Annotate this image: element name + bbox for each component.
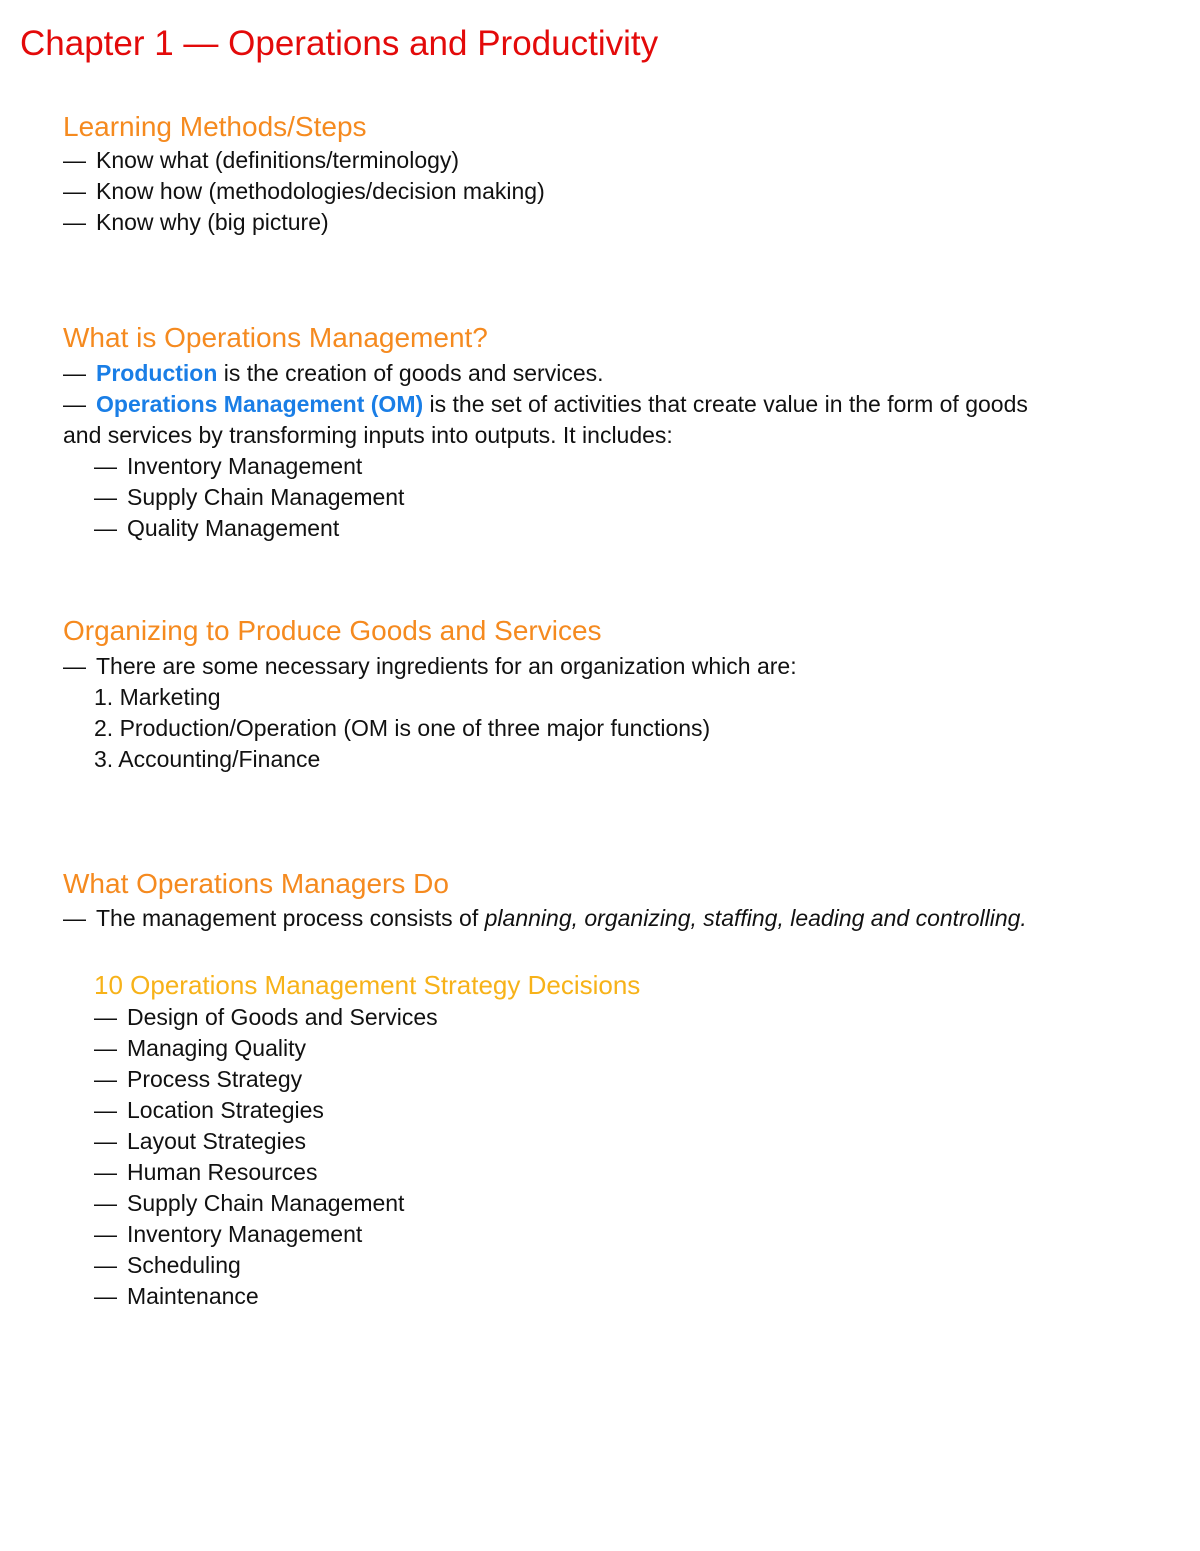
- numbered-item: 2. Production/Operation (OM is one of three major functions): [94, 715, 711, 741]
- list-item: — Inventory Management: [94, 453, 363, 479]
- section-heading-managers: What Operations Managers Do: [63, 868, 449, 899]
- list-item: — Managing Quality: [94, 1035, 306, 1061]
- numbered-item: 1. Marketing: [94, 684, 221, 710]
- list-item: — Human Resources: [94, 1159, 318, 1185]
- section-heading-organizing: Organizing to Produce Goods and Services: [63, 615, 602, 646]
- list-item: — Know how (methodologies/decision making): [63, 178, 545, 204]
- section-heading-om: What is Operations Management?: [63, 322, 488, 353]
- list-item: — Design of Goods and Services: [94, 1004, 438, 1030]
- numbered-item: 3. Accounting/Finance: [94, 746, 321, 772]
- definition-production: — Production is the creation of goods and services.: [63, 360, 604, 386]
- list-item: — Layout Strategies: [94, 1128, 307, 1154]
- list-item: — Quality Management: [94, 515, 340, 541]
- subsection-heading-decisions: 10 Operations Management Strategy Decisions: [94, 970, 641, 1000]
- list-item: — Scheduling: [94, 1252, 241, 1278]
- list-item: — Supply Chain Management: [94, 1190, 405, 1216]
- term-om: Operations Management (OM): [96, 391, 424, 417]
- definition-om-continuation: and services by transforming inputs into outputs. It includes:: [63, 422, 673, 448]
- organizing-intro: — There are some necessary ingredients for an organization which are:: [63, 653, 797, 679]
- list-item: — Know what (definitions/terminology): [63, 147, 460, 173]
- management-process: — The management process consists of planning, organizing, staffing, leading and controlling.: [63, 905, 1027, 931]
- section-heading-learning: Learning Methods/Steps: [63, 111, 367, 142]
- term-production: Production: [96, 360, 218, 386]
- definition-om: — Operations Management (OM) is the set of activities that create value in the form of goods: [63, 391, 1028, 417]
- list-item: — Know why (big picture): [63, 209, 329, 235]
- list-item: — Inventory Management: [94, 1221, 363, 1247]
- page-title: Chapter 1 — Operations and Productivity: [20, 24, 659, 63]
- list-item: — Maintenance: [94, 1283, 259, 1309]
- list-item: — Location Strategies: [94, 1097, 324, 1123]
- list-item: — Process Strategy: [94, 1066, 303, 1092]
- list-item: — Supply Chain Management: [94, 484, 405, 510]
